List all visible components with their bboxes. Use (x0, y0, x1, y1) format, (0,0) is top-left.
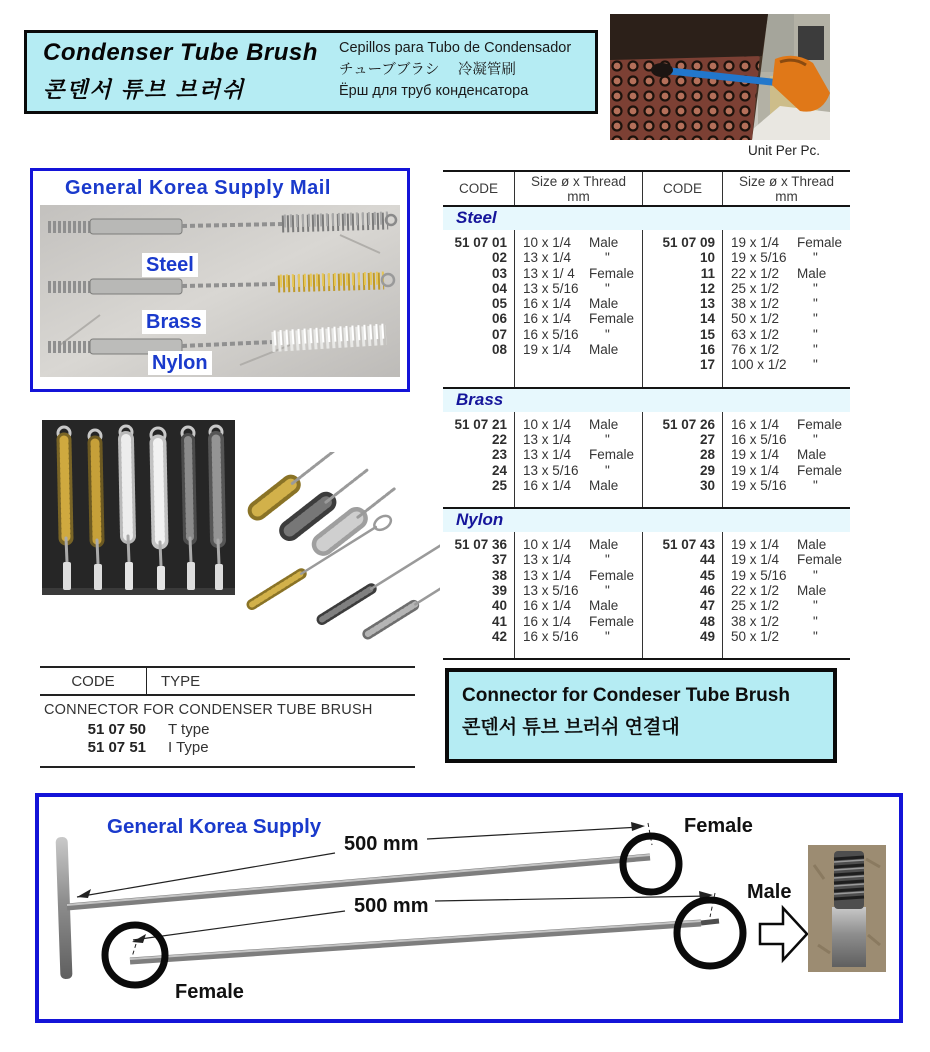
connector-code: 51 07 51 (87, 739, 146, 756)
code-cell: 24 (491, 462, 507, 478)
connector-row-t-type (40, 721, 415, 739)
connector-group-row: CONNECTOR FOR CONDENSER TUBE BRUSH (44, 702, 373, 718)
code-cell: 51 07 43 (662, 537, 715, 553)
section-header-brass: Brass (443, 389, 850, 412)
size-column (515, 412, 643, 507)
size-cell: 38 x 1/2 " (731, 296, 818, 312)
subtitle-japanese-chinese: チューブブラシ 冷凝管刷 (339, 61, 516, 78)
section-header-nylon: Nylon (443, 509, 850, 532)
connector-table-header (40, 666, 415, 696)
code-cell: 10 (699, 250, 715, 266)
size-cell: 19 x 1/4 Female (731, 235, 843, 250)
size-column (515, 230, 643, 387)
size-cell: 19 x 1/4 Male (731, 447, 827, 463)
size-cell: 13 x 1/4 Female (523, 447, 635, 463)
size-cell: 100 x 1/2 " (731, 357, 818, 373)
size-column (515, 532, 643, 658)
connector-title-ko: 콘덴서 튜브 브러쉬 연결대 (462, 717, 680, 738)
page-title: Condenser Tube Brush (43, 39, 318, 66)
code-cell: 46 (699, 583, 715, 599)
code-column (643, 532, 723, 658)
code-cell: 22 (491, 431, 507, 447)
size-cell: 19 x 1/4 Female (731, 462, 843, 478)
code-column (643, 412, 723, 507)
size-code-table (443, 170, 850, 660)
title-left (27, 33, 339, 111)
label-female-bottom: Female (175, 981, 244, 1003)
section-rows-brass (443, 412, 850, 509)
size-cell: 16 x 5/16 " (523, 628, 610, 644)
title-box (24, 30, 598, 114)
connector-diagram-box (35, 793, 903, 1023)
code-cell: 12 (699, 280, 715, 296)
size-cell: 19 x 5/16 " (731, 567, 818, 583)
code-cell: 41 (491, 613, 507, 629)
three-brushes-art (40, 205, 400, 377)
label-steel: Steel (142, 253, 198, 277)
size-cell: 16 x 1/4 Female (731, 416, 843, 432)
code-cell: 14 (699, 311, 715, 327)
code-cell: 07 (491, 326, 507, 342)
label-female-top: Female (684, 815, 753, 837)
size-cell: 10 x 1/4 Male (523, 416, 619, 432)
code-cell: 30 (699, 477, 715, 493)
six-brushes-photo (42, 420, 235, 595)
size-cell: 19 x 1/4 Female (731, 552, 843, 568)
header-code: CODE (443, 172, 515, 205)
size-column (723, 412, 850, 507)
code-column (443, 412, 515, 507)
code-cell: 05 (491, 296, 507, 312)
title-translations (339, 33, 571, 111)
code-cell: 04 (491, 280, 507, 296)
code-cell: 06 (491, 311, 507, 327)
size-cell: 10 x 1/4 Male (523, 537, 619, 553)
connector-title-en: Connector for Condeser Tube Brush (462, 685, 790, 706)
size-column (723, 230, 850, 387)
label-nylon: Nylon (148, 351, 212, 375)
code-cell: 39 (491, 583, 507, 599)
size-cell: 16 x 1/4 Male (523, 296, 619, 312)
size-cell: 13 x 1/ 4 Female (523, 265, 635, 281)
section-header-steel: Steel (443, 207, 850, 230)
code-cell: 03 (491, 265, 507, 281)
size-cell: 13 x 1/4 Female (523, 567, 635, 583)
brush-materials-photo (40, 205, 400, 377)
code-cell: 08 (491, 342, 507, 358)
code-cell: 47 (699, 598, 715, 614)
size-cell: 16 x 1/4 Male (523, 477, 619, 493)
connector-header-type: TYPE (161, 672, 201, 690)
code-cell: 23 (491, 447, 507, 463)
size-column (723, 532, 850, 658)
size-cell: 19 x 5/16 " (731, 250, 818, 266)
section-rows-nylon (443, 532, 850, 660)
size-table-header (443, 170, 850, 207)
code-cell: 51 07 36 (454, 537, 507, 553)
code-cell: 38 (491, 567, 507, 583)
connector-type: I Type (168, 739, 209, 756)
code-cell: 51 07 26 (662, 416, 715, 432)
size-cell: 13 x 1/4 " (523, 431, 610, 447)
page-title-korean: 콘덴서 튜브 브러쉬 (43, 77, 246, 102)
size-cell: 25 x 1/2 " (731, 280, 818, 296)
brand-name-diagram: General Korea Supply (107, 815, 322, 838)
code-cell: 16 (699, 342, 715, 358)
code-cell: 51 07 01 (454, 235, 507, 250)
size-cell: 16 x 1/4 Female (523, 613, 635, 629)
product-photo-box (30, 168, 410, 392)
code-cell (443, 357, 514, 372)
code-cell: 51 07 09 (662, 235, 715, 250)
size-cell: 13 x 5/16 " (523, 583, 610, 599)
connector-row-i-type (40, 739, 415, 757)
subtitle-spanish: Cepillos para Tubo de Condensador (339, 40, 572, 56)
label-male: Male (747, 881, 792, 903)
connector-code-table (40, 666, 415, 768)
connector-code: 51 07 50 (87, 721, 146, 738)
size-cell: 38 x 1/2 " (731, 613, 818, 629)
size-cell: 25 x 1/2 " (731, 598, 818, 614)
subtitle-russian: Ёрш для труб конденсатора (339, 83, 529, 99)
connector-table-bottom-rule (40, 766, 415, 768)
connector-header-code: CODE (40, 668, 147, 694)
size-cell: 16 x 5/16 " (731, 431, 818, 447)
code-cell: 40 (491, 598, 507, 614)
code-column (443, 532, 515, 658)
size-cell: 19 x 5/16 " (731, 477, 818, 493)
code-cell: 49 (699, 628, 715, 644)
size-cell: 16 x 1/4 Female (523, 311, 635, 327)
size-cell: 50 x 1/2 " (731, 311, 818, 327)
label-brass: Brass (142, 310, 206, 334)
size-cell: 76 x 1/2 " (731, 342, 818, 358)
code-cell: 48 (699, 613, 715, 629)
unit-note: Unit Per Pc. (748, 143, 821, 158)
size-cell: 13 x 1/4 " (523, 552, 610, 568)
brand-name: General Korea Supply Mail (65, 177, 331, 199)
size-cell (515, 357, 642, 372)
code-column (443, 230, 515, 387)
size-cell: 22 x 1/2 Male (731, 583, 827, 599)
header-size-thread: Size ø x Thread mm (738, 173, 835, 204)
size-cell: 13 x 1/4 " (523, 250, 610, 266)
code-cell: 02 (491, 250, 507, 266)
size-cell: 22 x 1/2 Male (731, 265, 827, 281)
size-cell: 16 x 5/16 " (523, 326, 610, 342)
code-cell: 29 (699, 462, 715, 478)
code-cell: 17 (699, 357, 715, 373)
size-cell: 13 x 5/16 " (523, 462, 610, 478)
code-cell: 37 (491, 552, 507, 568)
header-size-thread: Size ø x Thread mm (515, 172, 643, 205)
size-cell: 63 x 1/2 " (731, 326, 818, 342)
brush-set-photo (235, 452, 440, 640)
code-cell: 27 (699, 431, 715, 447)
header-code: CODE (643, 172, 723, 205)
code-cell: 13 (699, 296, 715, 312)
section-rows-steel (443, 230, 850, 389)
size-cell: 50 x 1/2 " (731, 628, 818, 644)
size-cell: 16 x 1/4 Male (523, 598, 619, 614)
connector-title-box (445, 668, 837, 763)
size-cell: 19 x 1/4 Male (523, 342, 619, 358)
code-cell: 51 07 21 (454, 416, 507, 432)
code-cell: 11 (700, 265, 715, 281)
code-cell: 28 (699, 447, 715, 463)
code-cell: 25 (491, 477, 507, 493)
code-cell: 44 (699, 552, 715, 568)
dimension-top: 500 mm (339, 833, 424, 856)
code-cell: 15 (699, 326, 715, 342)
code-cell: 45 (699, 567, 715, 583)
code-column (643, 230, 723, 387)
code-cell: 42 (491, 628, 507, 644)
tube-cleaning-photo (610, 14, 830, 140)
dimension-bottom: 500 mm (349, 895, 434, 918)
connector-type: T type (168, 721, 210, 738)
size-cell: 13 x 5/16 " (523, 280, 610, 296)
size-cell: 19 x 1/4 Male (731, 537, 827, 553)
size-cell: 10 x 1/4 Male (523, 235, 619, 250)
